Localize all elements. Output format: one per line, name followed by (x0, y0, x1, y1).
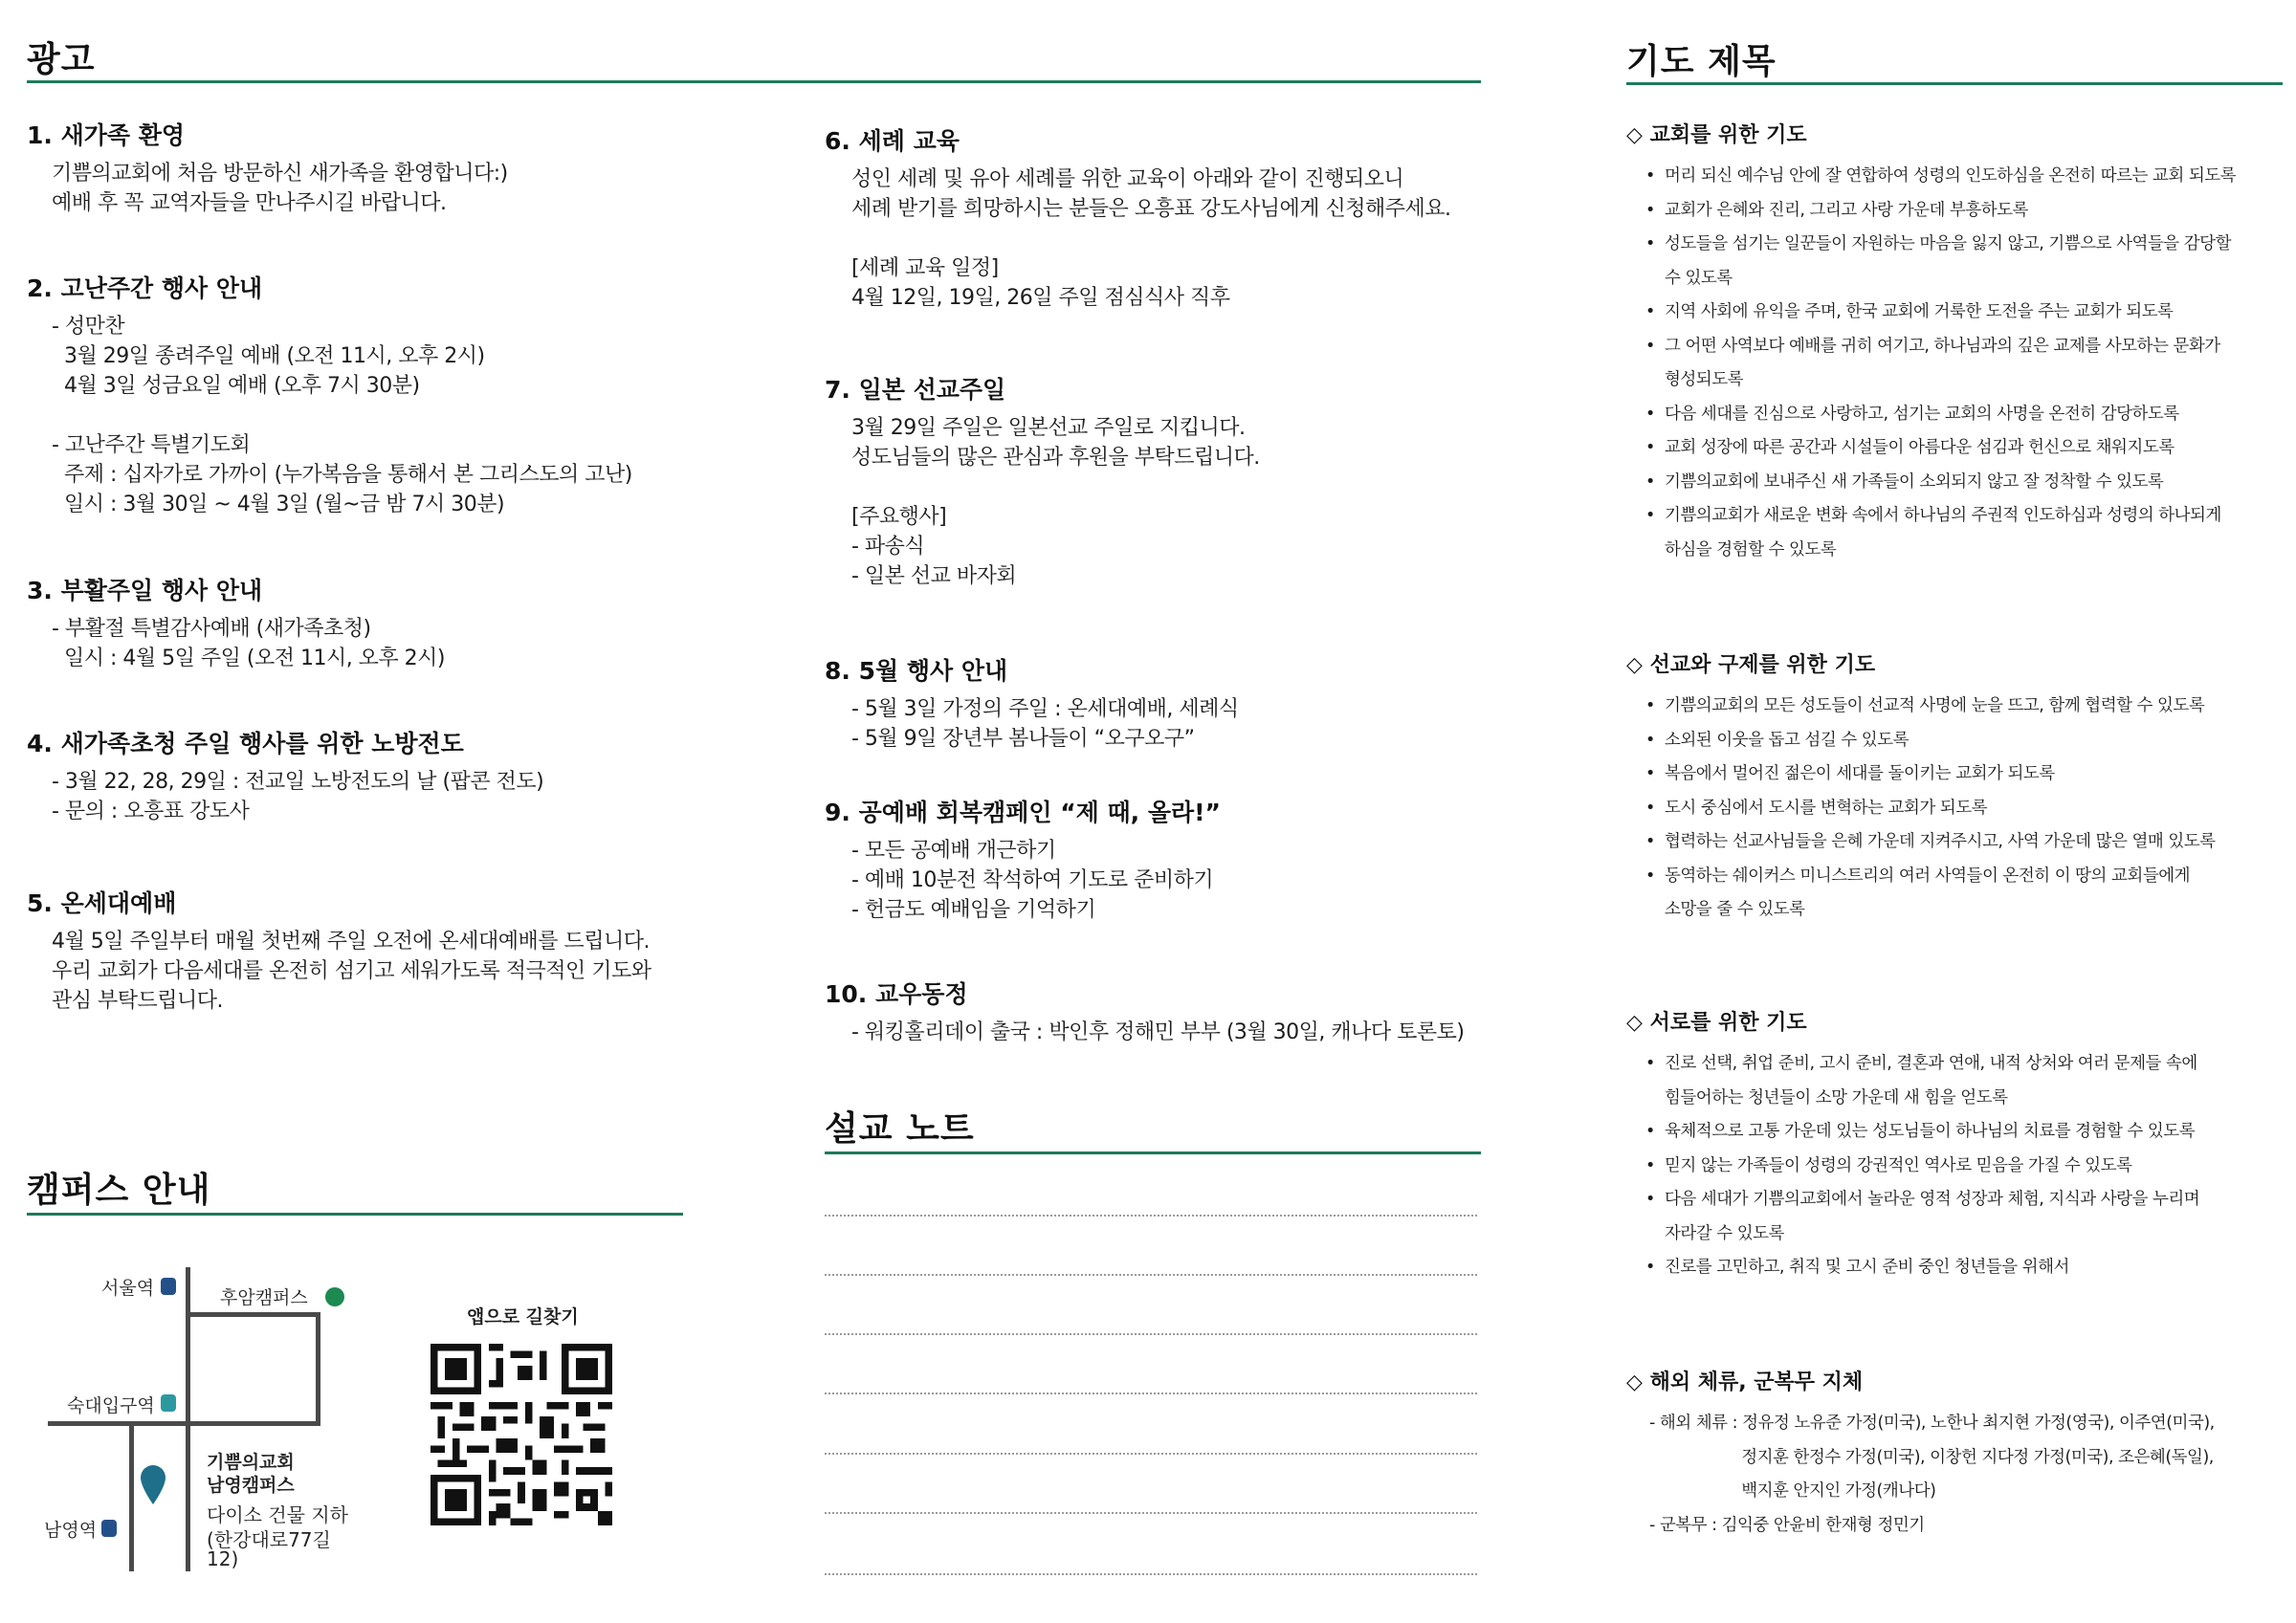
ad-item-title: 6. 세례 교육 (825, 127, 960, 155)
member-line: 정지훈 한정수 가정(미국), 이창헌 지다정 가정(미국), 조은혜(독일), (1649, 1447, 2214, 1467)
ad-item-line: - 문의 : 오흥표 강도사 (52, 800, 250, 823)
ad-item-2 (27, 270, 632, 519)
ad-item-title: 1. 새가족 환영 (27, 121, 186, 149)
prayer-item: • 머리 되신 예수님 안에 잘 연합하여 성령의 인도하심을 온전히 따르는 교회 되도록 (1645, 166, 2237, 186)
ad-item-line: 예배 후 꼭 교역자들을 만나주시길 바랍니다. (52, 191, 447, 215)
ad-item-line: - 모든 공예배 개근하기 (851, 839, 1056, 863)
sermon-note-rule (825, 1151, 1481, 1154)
ads-title: 광고 (27, 40, 96, 79)
prayer-item: • 다음 세대가 기쁨의교회에서 놀라운 영적 성장과 체험, 지식과 사랑을 누리며 자라갈 수 있도록 (1645, 1190, 2200, 1243)
prayer-item: • 믿지 않는 가족들이 성령의 강권적인 역사로 믿음을 가질 수 있도록 (1645, 1155, 2132, 1175)
prayer-item: • 협력하는 선교사님들을 은혜 가운데 지켜주시고, 사역 가운데 많은 열매 있도록 (1645, 832, 2216, 851)
prayer-item: • 다음 세대를 진심으로 사랑하고, 섬기는 교회의 사명을 온전히 감당하도록 (1645, 404, 2179, 424)
ad-item-line: 성도님들의 많은 관심과 후원을 부탁드립니다. (851, 446, 1260, 470)
prayer-section-one-another (1626, 1006, 2286, 1285)
location-dot-icon (325, 1287, 344, 1306)
note-line (825, 1333, 1477, 1335)
ad-item-line: - 성만찬 (52, 315, 125, 339)
ad-item-title: 5. 온세대예배 (27, 889, 177, 917)
ad-item-title: 9. 공예배 회복캠페인 “제 때, 올라!” (825, 799, 1221, 826)
ad-item-line: 일시 : 4월 5일 주일 (오전 11시, 오후 2시) (52, 647, 446, 670)
qr-code-icon[interactable] (430, 1344, 612, 1525)
prayer-section-church (1626, 119, 2286, 567)
sermon-note-title: 설교 노트 (825, 1109, 975, 1149)
map-pin-icon (139, 1463, 167, 1505)
ad-item-line: 3월 29일 주일은 일본선교 주일로 지킵니다. (851, 416, 1246, 440)
map-road (48, 1421, 320, 1426)
map-label-seoul-station: 서울역 (101, 1278, 155, 1299)
ad-item-line: 4월 12일, 19일, 26일 주일 점심식사 직후 (851, 286, 1230, 310)
campus-name: 남영캠퍼스 (207, 1475, 295, 1496)
ads-title-rule (27, 80, 1481, 83)
church-name: 기쁨의교회 (207, 1452, 295, 1473)
ad-item-line: - 5월 3일 가정의 주일 : 온세대예배, 세례식 (851, 697, 1239, 721)
qr-label: 앱으로 길찾기 (467, 1306, 579, 1327)
ad-item-line: 기쁨의교회에 처음 방문하신 새가족을 환영합니다:) (52, 162, 508, 186)
ad-item-8 (825, 652, 1239, 754)
note-line (825, 1393, 1477, 1394)
prayer-title-rule (1626, 82, 2283, 85)
ad-item-title: 8. 5월 행사 안내 (825, 657, 1008, 685)
ad-item-line: - 헌금도 예배임을 기억하기 (851, 898, 1096, 922)
map-road (186, 1312, 320, 1317)
ad-item-line: - 부활절 특별감사예배 (새가족초청) (52, 617, 371, 641)
prayer-item: • 기쁨의교회의 모든 성도들이 선교적 사명에 눈을 뜨고, 함께 협력할 수 있도록 (1645, 696, 2205, 715)
address-line: 12) (207, 1547, 239, 1570)
map-road (316, 1312, 320, 1425)
address-line: (한강대로77길 (207, 1528, 331, 1551)
prayer-section-mission (1626, 648, 2286, 928)
ad-item-line: - 고난주간 특별기도회 (52, 433, 251, 457)
prayer-item: • 진로 선택, 취업 준비, 고시 준비, 결혼과 연애, 내적 상처와 여러 문제들 속에 힘들어하는 청년들이 소망 가운데 새 힘을 얻도록 (1645, 1054, 2197, 1108)
prayer-section-overseas-military (1626, 1366, 2286, 1543)
ad-item-line: - 워킹홀리데이 출국 : 박인후 정해민 부부 (3월 30일, 캐나다 토론토) (851, 1020, 1465, 1044)
prayer-item: • 기쁨의교회가 새로운 변화 속에서 하나님의 주권적 인도하심과 성령의 하나되게 하심을 경험할 수 있도록 (1645, 506, 2221, 559)
ad-item-line: 관심 부탁드립니다. (52, 989, 224, 1013)
note-line (825, 1512, 1477, 1514)
prayer-section-heading: ◇ 해외 체류, 군복무 지체 (1626, 1371, 1864, 1394)
prayer-item: • 육체적으로 고통 가운데 있는 성도님들이 하나님의 치료를 경험할 수 있도록 (1645, 1122, 2196, 1141)
prayer-item: • 성도들을 섬기는 일꾼들이 자원하는 마음을 잃지 않고, 기쁨으로 사역들을 감당할 수 있도록 (1645, 234, 2231, 288)
ad-item-9 (825, 794, 1221, 925)
prayer-title: 기도 제목 (1626, 42, 1777, 81)
ad-item-line: 세례 받기를 희망하시는 분들은 오흥표 강도사님에게 신청해주세요. (851, 197, 1451, 221)
map-label-namyeong-station: 남영역 (44, 1520, 98, 1541)
ad-item-line: 주제 : 십자가로 가까이 (누가복음을 통해서 본 그리스도의 고난) (52, 463, 632, 487)
note-line (825, 1215, 1477, 1217)
prayer-section-heading: ◇ 서로를 위한 기도 (1626, 1011, 1807, 1035)
map-label-sookmyung-station: 숙대입구역 (67, 1395, 155, 1416)
subway-icon (101, 1520, 117, 1537)
prayer-section-heading: ◇ 교회를 위한 기도 (1626, 123, 1807, 147)
ad-item-title: 4. 새가족초청 주일 행사를 위한 노방전도 (27, 730, 464, 757)
prayer-item: • 교회 성장에 따른 공간과 시설들이 아름다운 섬김과 헌신으로 채워지도록 (1645, 438, 2175, 457)
ad-item-line: 성인 세례 및 유아 세례를 위한 교육이 아래와 같이 진행되오니 (851, 167, 1404, 191)
ad-item-title: 2. 고난주간 행사 안내 (27, 274, 263, 302)
ad-item-title: 3. 부활주일 행사 안내 (27, 577, 263, 604)
map-road (129, 1421, 134, 1571)
ad-item-line: - 3월 22, 28, 29일 : 전교일 노방전도의 날 (팝콘 전도) (52, 770, 544, 794)
note-line (825, 1453, 1477, 1455)
ad-item-3 (27, 572, 445, 673)
ad-item-4 (27, 725, 543, 826)
prayer-item: • 동역하는 쉐이커스 미니스트리의 여러 사역들이 온전히 이 땅의 교회들에게 소망을 줄 수 있도록 (1645, 866, 2191, 919)
prayer-item: • 기쁨의교회에 보내주신 새 가족들이 소외되지 않고 잘 정착할 수 있도록 (1645, 472, 2164, 492)
prayer-item: • 교회가 은혜와 진리, 그리고 사랑 가운데 부흥하도록 (1645, 200, 2028, 220)
member-line: 백지훈 안지인 가정(캐나다) (1649, 1481, 1936, 1501)
campus-title: 캠퍼스 안내 (27, 1171, 211, 1210)
prayer-section-heading: ◇ 선교와 구제를 위한 기도 (1626, 653, 1876, 677)
ad-item-10 (825, 976, 1464, 1047)
ad-item-line: 4월 3일 성금요일 예배 (오후 7시 30분) (52, 374, 420, 398)
ad-item-line: 우리 교회가 다음세대를 온전히 섬기고 세워가도록 적극적인 기도와 (52, 959, 651, 983)
prayer-item: • 소외된 이웃을 돕고 섬길 수 있도록 (1645, 730, 1909, 750)
note-line (825, 1573, 1477, 1575)
ad-item-line: - 일본 선교 바자회 (851, 564, 1017, 588)
ad-item-line: [주요행사] (851, 505, 947, 529)
ad-item-line: 일시 : 3월 30일 ~ 4월 3일 (월~금 밤 7시 30분) (52, 493, 505, 516)
member-line: - 해외 체류 : 정유정 노유준 가정(미국), 노한나 최지현 가정(영국), 이주연(미국), (1649, 1414, 2215, 1433)
ad-item-7 (825, 371, 1260, 591)
note-line (825, 1274, 1477, 1276)
ad-item-line: [세례 교육 일정] (851, 256, 999, 280)
ad-item-line: - 파송식 (851, 535, 925, 559)
ad-item-6 (825, 122, 1451, 313)
address-line: 다이소 건물 지하 (207, 1503, 348, 1526)
ad-item-5 (27, 885, 651, 1016)
ad-item-title: 7. 일본 선교주일 (825, 376, 1006, 404)
ad-item-line: 4월 5일 주일부터 매월 첫번째 주일 오전에 온세대예배를 드립니다. (52, 930, 650, 954)
ad-item-line: - 5월 9일 장년부 봄나들이 “오구오구” (851, 727, 1195, 751)
ad-item-1 (27, 117, 508, 218)
ad-item-line: - 예배 10분전 착석하여 기도로 준비하기 (851, 868, 1214, 892)
subway-icon (161, 1278, 176, 1295)
prayer-item: • 그 어떤 사역보다 예배를 귀히 여기고, 하나님과의 깊은 교제를 사모하는 문화가 형성되도록 (1645, 336, 2220, 389)
campus-title-rule (27, 1213, 683, 1216)
prayer-item: • 진로를 고민하고, 취직 및 고시 준비 중인 청년들을 위해서 (1645, 1258, 2069, 1277)
prayer-item: • 도시 중심에서 도시를 변혁하는 교회가 되도록 (1645, 798, 1988, 818)
map-label-huam-campus: 후암캠퍼스 (220, 1287, 308, 1308)
prayer-item: • 지역 사회에 유익을 주며, 한국 교회에 거룩한 도전을 주는 교회가 되도록 (1645, 302, 2174, 321)
ad-item-line: 3월 29일 종려주일 예배 (오전 11시, 오후 2시) (52, 344, 485, 368)
prayer-item: • 복음에서 멀어진 젊은이 세대를 돌이키는 교회가 되도록 (1645, 764, 2055, 783)
member-line: - 군복무 : 김익중 안윤비 한재형 정민기 (1649, 1515, 1925, 1535)
ad-item-title: 10. 교우동정 (825, 980, 968, 1008)
subway-icon (161, 1394, 176, 1412)
